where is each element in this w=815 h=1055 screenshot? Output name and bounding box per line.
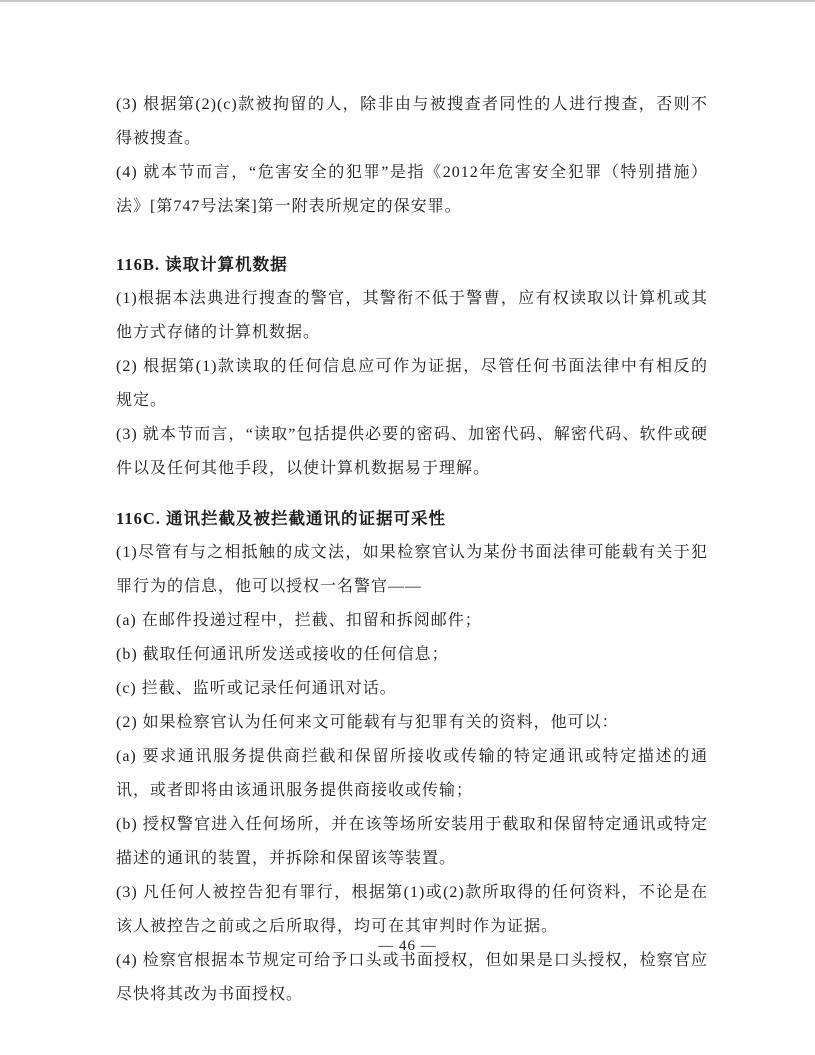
paragraph: (3) 就本节而言，“读取”包括提供必要的密码、加密代码、解密代码、软件或硬件以及任何其他手段，以使计算机数据易于理解。 xyxy=(116,426,708,477)
page-number: — 46 — xyxy=(378,938,437,954)
paragraph: (1)根据本法典进行搜查的警官，其警衔不低于警曹，应有权读取以计算机或其他方式存储的计算机数据。 xyxy=(116,290,708,341)
scan-edge-line xyxy=(0,0,815,2)
paragraph: (2) 如果检察官认为任何来文可能载有与犯罪有关的资料，他可以： xyxy=(116,714,619,731)
paragraph: (b) 截取任何通讯所发送或接收的任何信息； xyxy=(116,646,449,663)
paragraph: (a) 要求通讯服务提供商拦截和保留所接收或传输的特定通讯或特定描述的通讯，或者即将由该通讯服务提供商接收或传输； xyxy=(116,748,708,799)
paragraph: (3) 根据第(2)(c)款被拘留的人，除非由与被搜查者同性的人进行搜查，否则不得被搜查。 xyxy=(116,96,708,147)
document-body xyxy=(116,88,708,1012)
paragraph: (2) 根据第(1)款读取的任何信息应可作为证据，尽管任何书面法律中有相反的规定。 xyxy=(116,358,708,409)
section-heading-116b: 116B. 读取计算机数据 xyxy=(116,255,288,274)
paragraph: (c) 拦截、监听或记录任何通讯对话。 xyxy=(116,680,397,697)
paragraph: (3) 凡任何人被控告犯有罪行，根据第(1)或(2)款所取得的任何资料，不论是在该人被控告之前或之后所取得，均可在其审判时作为证据。 xyxy=(116,884,708,935)
paragraph: (4) 就本节而言，“危害安全的犯罪”是指《2012年危害安全犯罪（特别措施）法》[第747号法案]第一附表所规定的保安罪。 xyxy=(116,164,708,215)
paragraph: (1)尽管有与之相抵触的成文法，如果检察官认为某份书面法律可能载有关于犯罪行为的信息，他可以授权一名警官—— xyxy=(116,544,708,595)
paragraph: (a) 在邮件投递过程中，拦截、扣留和拆阅邮件； xyxy=(116,612,482,629)
paragraph: (4) 检察官根据本节规定可给予口头或书面授权，但如果是口头授权，检察官应尽快将其改为书面授权。 xyxy=(116,952,708,1003)
paragraph: (b) 授权警官进入任何场所，并在该等场所安装用于截取和保留特定通讯或特定描述的通讯的装置，并拆除和保留该等装置。 xyxy=(116,816,708,867)
section-heading-116c: 116C. 通讯拦截及被拦截通讯的证据可采性 xyxy=(116,509,447,528)
